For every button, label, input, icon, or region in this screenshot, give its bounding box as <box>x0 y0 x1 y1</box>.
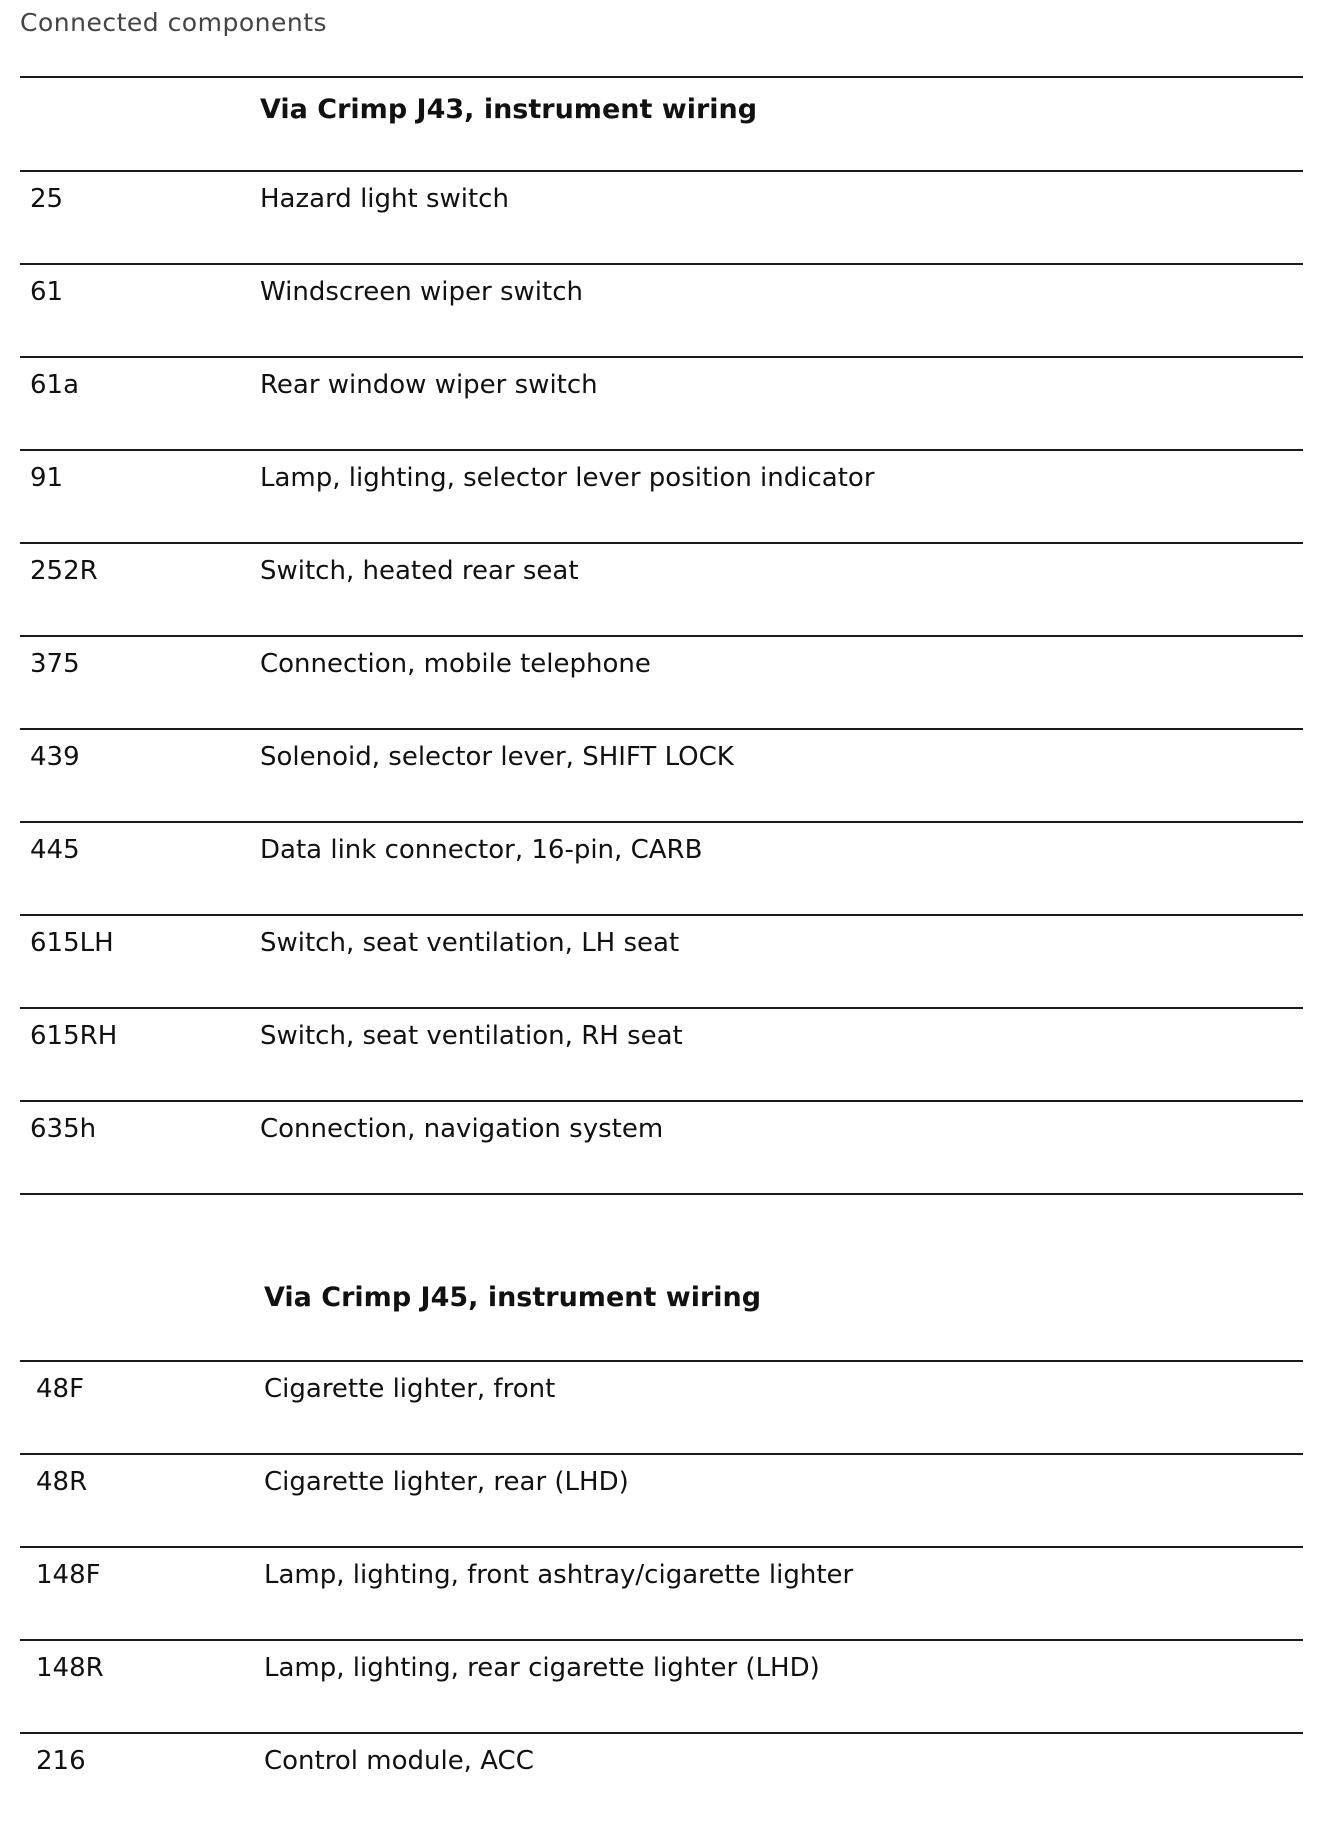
table-row <box>20 914 1303 1007</box>
component-code: 375 <box>30 649 80 679</box>
table-row <box>20 1453 1303 1546</box>
component-description: Lamp, lighting, selector lever position indicator <box>260 463 875 493</box>
table-row <box>20 1100 1303 1195</box>
table-row <box>20 1546 1303 1639</box>
component-code: 445 <box>30 835 80 865</box>
component-description: Switch, seat ventilation, RH seat <box>260 1021 683 1051</box>
table-row <box>20 170 1303 263</box>
component-description: Data link connector, 16-pin, CARB <box>260 835 703 865</box>
component-description: Hazard light switch <box>260 184 509 214</box>
component-code: 25 <box>30 184 64 214</box>
component-description: Switch, heated rear seat <box>260 556 579 586</box>
component-description: Control module, ACC <box>264 1746 534 1776</box>
table-row <box>20 1360 1303 1453</box>
table-row <box>20 1732 1303 1825</box>
section-title: Via Crimp J43, instrument wiring <box>260 94 758 125</box>
component-description: Switch, seat ventilation, LH seat <box>260 928 680 958</box>
component-description: Solenoid, selector lever, SHIFT LOCK <box>260 742 734 772</box>
component-code: 615RH <box>30 1021 118 1051</box>
component-code: 91 <box>30 463 64 493</box>
component-description: Rear window wiper switch <box>260 370 598 400</box>
table-row <box>20 542 1303 635</box>
component-code: 439 <box>30 742 80 772</box>
component-code: 635h <box>30 1114 97 1144</box>
component-code: 148F <box>36 1560 101 1590</box>
table-row <box>20 1639 1303 1732</box>
component-description: Lamp, lighting, front ashtray/cigarette lighter <box>264 1560 854 1590</box>
component-code: 48R <box>36 1467 88 1497</box>
table-row <box>20 728 1303 821</box>
component-description: Connection, navigation system <box>260 1114 664 1144</box>
component-description: Connection, mobile telephone <box>260 649 651 679</box>
component-description: Cigarette lighter, rear (LHD) <box>264 1467 629 1497</box>
section-header <box>20 1258 1303 1360</box>
component-description: Lamp, lighting, rear cigarette lighter (LHD) <box>264 1653 820 1683</box>
table-row <box>20 635 1303 728</box>
table-row <box>20 356 1303 449</box>
component-code: 148R <box>36 1653 104 1683</box>
section-crimp-j45 <box>20 1258 1303 1825</box>
section-crimp-j43 <box>20 76 1303 1195</box>
component-description: Windscreen wiper switch <box>260 277 583 307</box>
table-row <box>20 821 1303 914</box>
section-title: Via Crimp J45, instrument wiring <box>264 1282 762 1313</box>
page-caption: Connected components <box>20 8 328 37</box>
section-header <box>20 76 1303 170</box>
component-description: Cigarette lighter, front <box>264 1374 556 1404</box>
component-code: 615LH <box>30 928 114 958</box>
component-code: 61a <box>30 370 80 400</box>
table-row <box>20 263 1303 356</box>
component-code: 252R <box>30 556 98 586</box>
table-row <box>20 1007 1303 1100</box>
table-row <box>20 449 1303 542</box>
component-code: 48F <box>36 1374 85 1404</box>
component-code: 61 <box>30 277 64 307</box>
component-code: 216 <box>36 1746 86 1776</box>
